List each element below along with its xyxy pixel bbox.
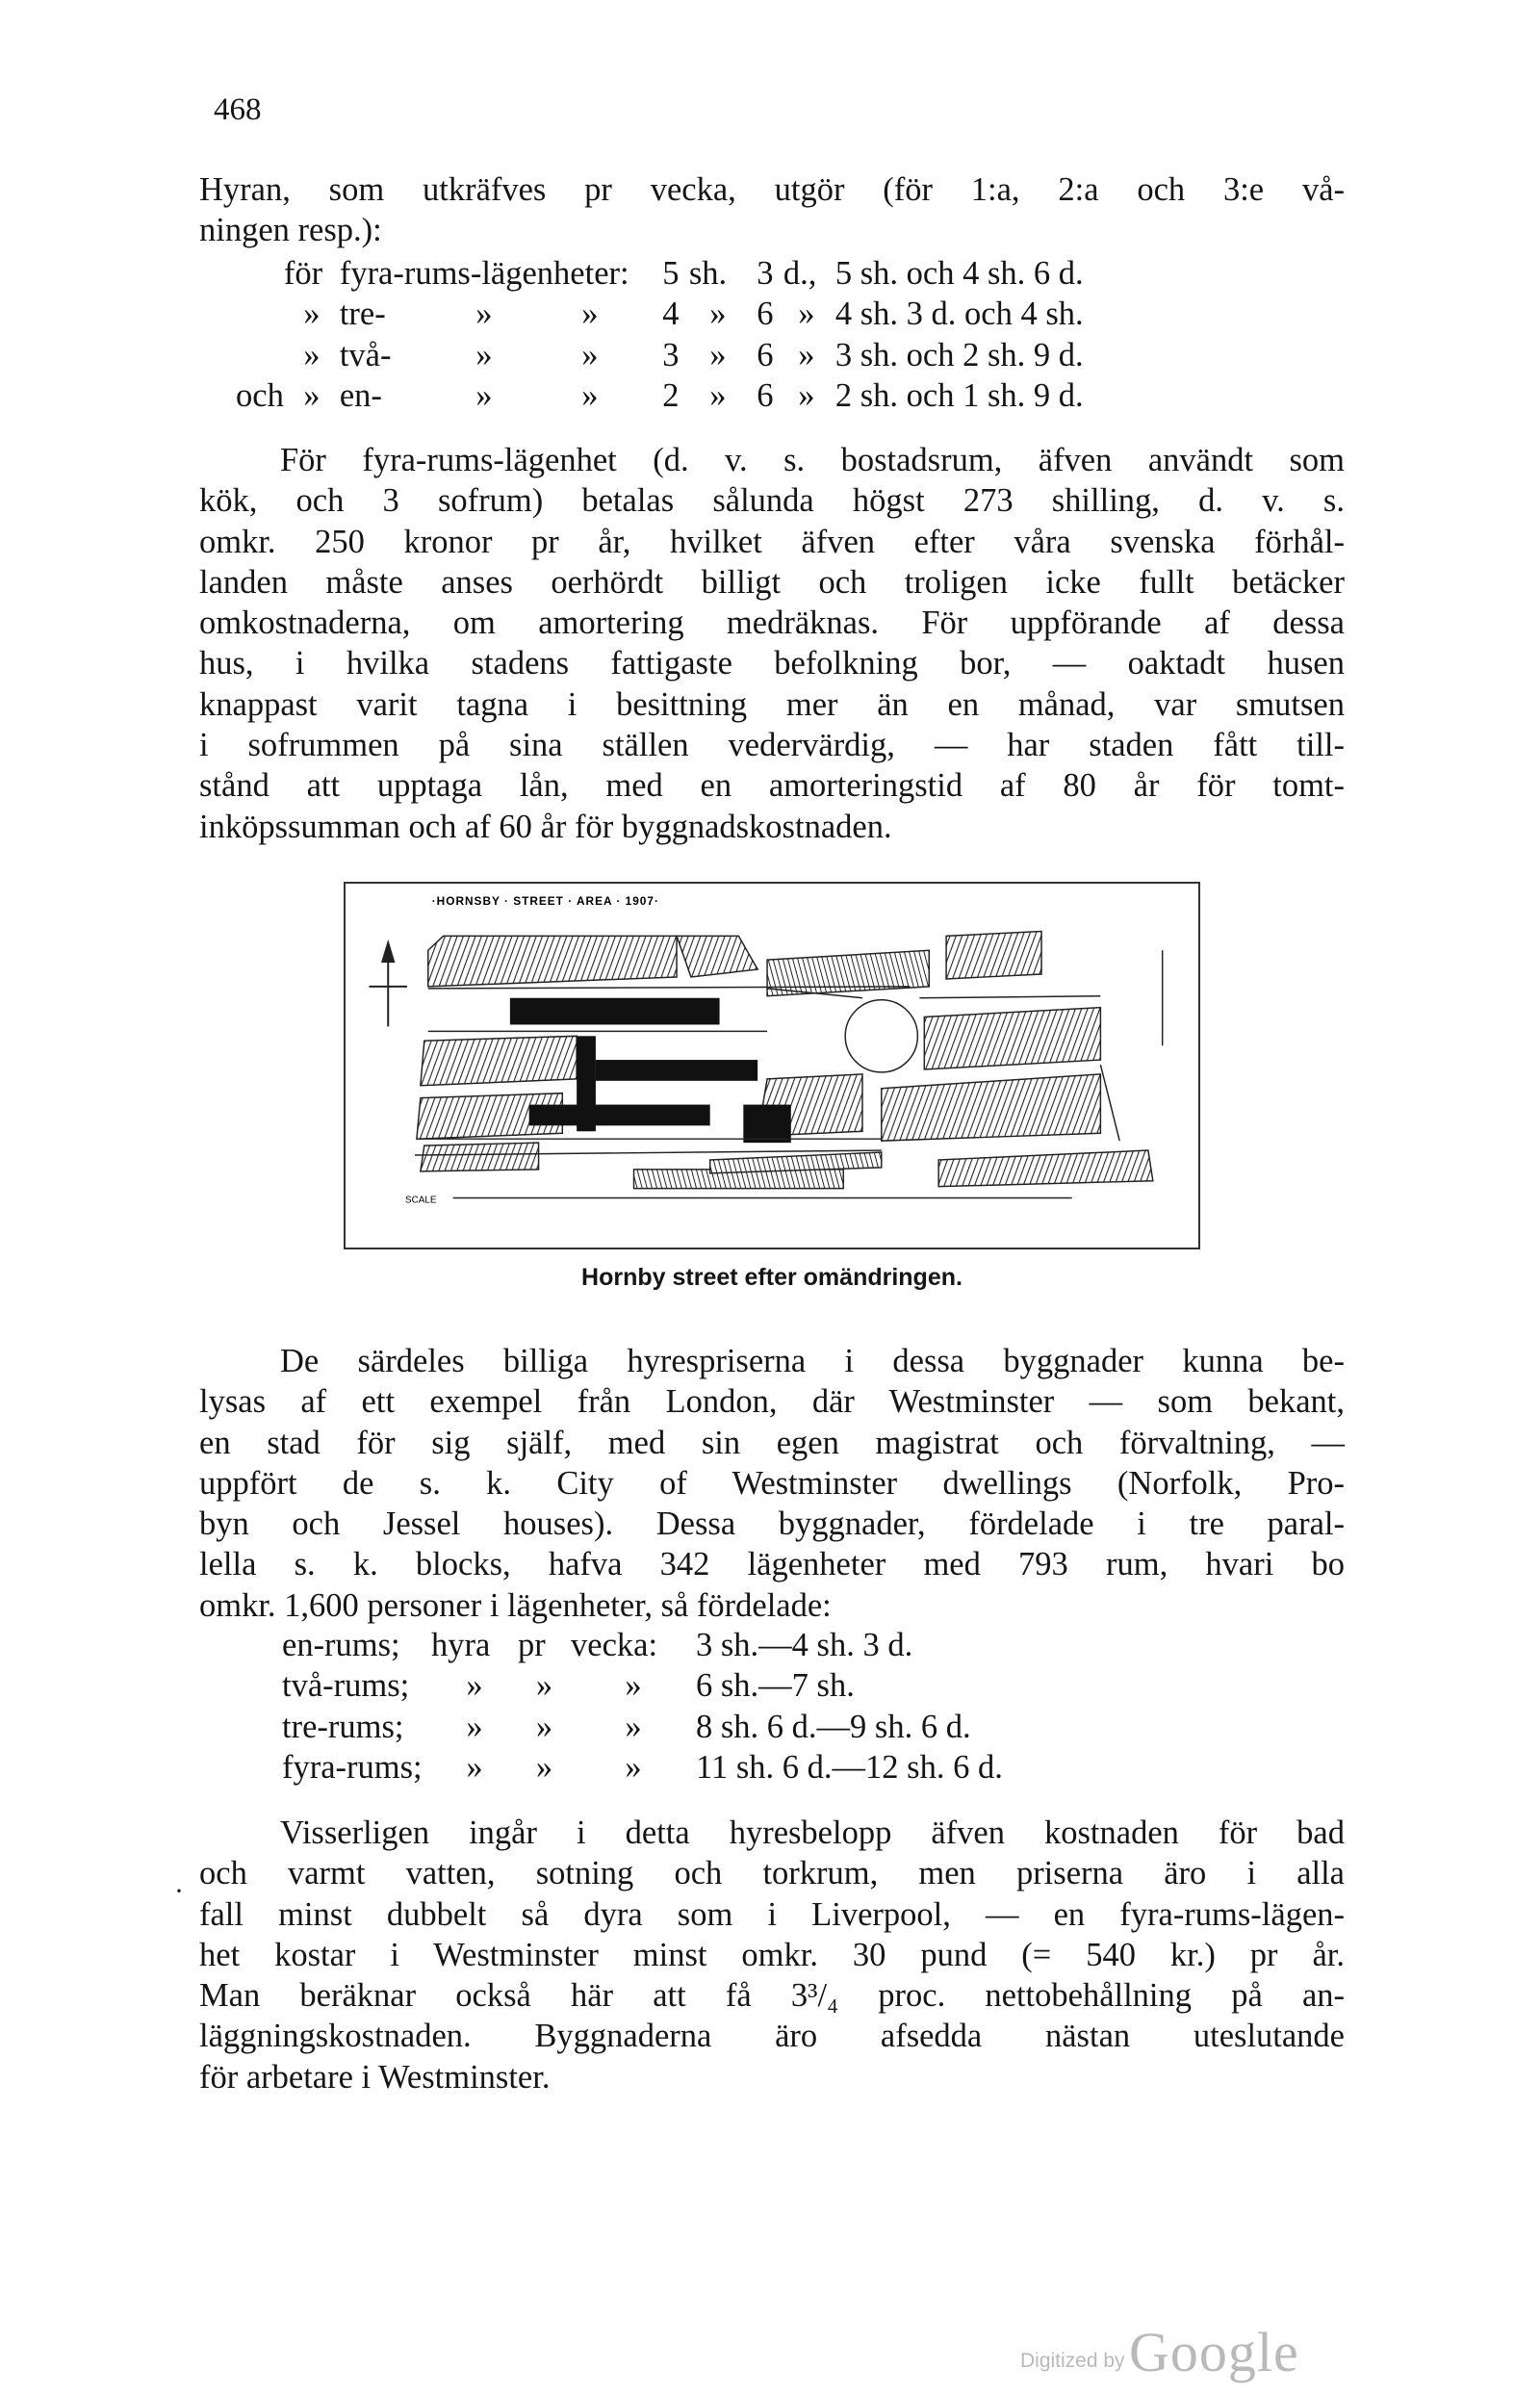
text-line: het kostar i Westminster minst omkr. 30 pund (= 540 kr.) pr år.: [199, 1936, 1345, 1973]
hatched-blocks: [417, 931, 1153, 1188]
table-cell: »: [303, 296, 321, 333]
table-cell: »: [466, 1708, 483, 1745]
table-cell: 2: [662, 376, 680, 414]
page-number: 468: [214, 92, 262, 127]
table-row: [282, 1667, 1003, 1708]
table-cell: pr: [518, 1627, 546, 1663]
table-cell: »: [475, 336, 493, 373]
table-cell: en-rums;: [282, 1627, 400, 1663]
table-cell: 6 sh.—7 sh.: [696, 1667, 855, 1705]
table-cell: en-: [339, 376, 382, 414]
table-cell: 6: [757, 336, 774, 373]
hornby-street-map: [344, 882, 1200, 1249]
table-cell: 4: [662, 296, 680, 333]
margin-mark: ·: [174, 1875, 184, 1907]
table-cell: »: [535, 1708, 553, 1745]
westminster-rent-table: [282, 1627, 1003, 1789]
table-cell: »: [475, 376, 493, 414]
text-line: en stad för sig själf, med sin egen magistrat och förvaltning, —: [199, 1424, 1345, 1461]
table-cell: 8 sh. 6 d.—9 sh. 6 d.: [696, 1708, 971, 1745]
table-cell: för: [283, 255, 323, 292]
text-line: hus, i hvilka stadens fattigaste befolkning bor, — oaktadt husen: [199, 645, 1345, 682]
table-cell: »: [709, 336, 727, 373]
table-cell: »: [475, 296, 493, 333]
table-cell: »: [581, 336, 599, 373]
map-scale-label: SCALE: [405, 1195, 437, 1206]
table-cell: [236, 296, 284, 336]
table-row: [282, 1627, 1003, 1667]
text-line: De särdeles billiga hyrespriserna i dessa byggnader kunna be-: [280, 1343, 1345, 1379]
rent-table: [236, 255, 1084, 418]
text-line: landen måste anses oerhördt billigt och troligen icke fullt betäcker: [199, 563, 1345, 601]
table-cell: och: [236, 376, 284, 414]
table-cell: »: [625, 1667, 642, 1705]
text-line: omkr. 250 kronor pr år, hvilket äfven efter våra svenska förhål-: [199, 523, 1345, 560]
text-line: fall minst dubbelt så dyra som i Liverpool, — en fyra-rums-lägen-: [199, 1895, 1345, 1933]
table-cell: »: [798, 296, 815, 333]
text-line: Visserligen ingår i detta hyresbelopp äfven kostnaden för bad: [280, 1814, 1345, 1851]
north-arrow-icon: [369, 942, 407, 1026]
table-row: [236, 377, 1084, 418]
text-line: uppfört de s. k. City of Westminster dwellings (Norfolk, Pro-: [199, 1464, 1345, 1502]
table-cell: 11 sh. 6 d.—12 sh. 6 d.: [696, 1748, 1003, 1786]
table-cell: tre-rums;: [282, 1708, 404, 1745]
text-line: inköpssumman och af 60 år för byggnadskostnaden.: [199, 808, 892, 845]
table-cell: 6: [757, 296, 774, 333]
table-cell: 3 sh.—4 sh. 3 d.: [696, 1627, 913, 1663]
table-cell: [236, 337, 284, 377]
table-cell: fyra-rums-lägenheter:: [339, 255, 629, 292]
map-title: ·HORNSBY · STREET · AREA · 1907·: [431, 893, 659, 908]
text-line: lella s. k. blocks, hafva 342 lägenheter med 793 rum, hvari bo: [199, 1546, 1345, 1583]
table-cell: fyra-rums;: [282, 1748, 423, 1786]
table-cell: vecka:: [571, 1627, 658, 1663]
table-cell: 3: [757, 255, 774, 292]
table-cell: »: [303, 336, 321, 373]
text-line: läggningskostnaden. Byggnaderna äro afsedda nästan uteslutande: [199, 2018, 1345, 2055]
text-line: kök, och 3 sofrum) betalas sålunda högst 273 shilling, d. v. s.: [199, 482, 1345, 520]
text-line: stånd att upptaga lån, med en amorteringstid af 80 år för tomt-: [199, 767, 1345, 805]
table-cell: »: [303, 376, 321, 414]
paragraph-four-room-cost: [199, 440, 1345, 847]
table-cell: sh.: [688, 255, 728, 292]
text-line: lysas af ett exempel från London, där Westminster — som bekant,: [199, 1383, 1345, 1421]
text-line: byn och Jessel houses). Dessa byggnader, fördelade i tre paral-: [199, 1505, 1345, 1543]
text-line: knappast varit tagna i besittning mer än en månad, var smutsen: [199, 685, 1345, 723]
text-line: ningen resp.):: [199, 212, 382, 249]
table-cell: 5: [662, 255, 680, 292]
table-cell: »: [466, 1667, 483, 1705]
table-row: [236, 337, 1084, 377]
text-line: omkostnaderna, om amortering medräknas. För uppförande af dessa: [199, 605, 1345, 642]
table-cell: »: [535, 1748, 553, 1786]
paragraph-westminster: [199, 1341, 1345, 1626]
figure-caption: Hornby street efter omändringen.: [581, 1264, 962, 1291]
table-row: [236, 255, 1084, 296]
table-cell: »: [709, 376, 727, 414]
digitized-by-google-watermark: [1020, 2320, 1299, 2384]
table-row: [236, 296, 1084, 336]
text-line: och varmt vatten, sotning och torkrum, men priserna äro i alla: [199, 1855, 1345, 1892]
table-cell: 3: [662, 336, 680, 373]
table-cell: två-: [339, 336, 392, 373]
table-cell: två-rums;: [282, 1667, 410, 1705]
text-line: i sofrummen på sina ställen vedervärdig, — har staden fått till-: [199, 727, 1345, 764]
watermark-prefix: Digitized by: [1020, 2350, 1125, 2372]
table-cell: »: [798, 336, 815, 373]
table-cell: 2 sh. och 1 sh. 9 d.: [834, 376, 1084, 414]
table-cell: »: [625, 1708, 642, 1745]
table-cell: »: [798, 376, 815, 414]
table-cell: »: [625, 1748, 642, 1786]
table-cell: tre-: [339, 296, 386, 333]
paragraph-bath-costs: [199, 1813, 1345, 2097]
google-logo: Google: [1129, 2321, 1299, 2383]
table-cell: 4 sh. 3 d. och 4 sh.: [834, 296, 1084, 333]
table-cell: [236, 255, 284, 296]
table-cell: 5 sh. och 4 sh. 6 d.: [834, 255, 1084, 292]
text-line: omkr. 1,600 personer i lägenheter, så fördelade:: [199, 1586, 832, 1624]
table-cell: »: [581, 296, 599, 333]
table-cell: 6: [757, 376, 774, 414]
table-cell: hyra: [431, 1627, 491, 1663]
table-cell: »: [709, 296, 727, 333]
text-line: Man beräknar också här att få 3³/₄ proc. nettobehållning på an-: [199, 1977, 1345, 2015]
table-cell: »: [581, 376, 599, 414]
paragraph-rent-intro: [199, 169, 1345, 251]
table-cell: »: [466, 1748, 483, 1786]
text-line: för arbetare i Westminster.: [199, 2058, 551, 2096]
table-cell: d.,: [783, 255, 817, 292]
text-line: Hyran, som utkräfves pr vecka, utgör (för 1:a, 2:a och 3:e vå-: [199, 171, 1345, 208]
table-cell: 3 sh. och 2 sh. 9 d.: [834, 336, 1084, 373]
table-cell: »: [535, 1667, 553, 1705]
text-line: För fyra-rums-lägenhet (d. v. s. bostadsrum, äfven användt som: [280, 442, 1345, 478]
map-drawing: [346, 884, 1198, 1248]
table-row: [282, 1709, 1003, 1749]
table-row: [282, 1749, 1003, 1789]
